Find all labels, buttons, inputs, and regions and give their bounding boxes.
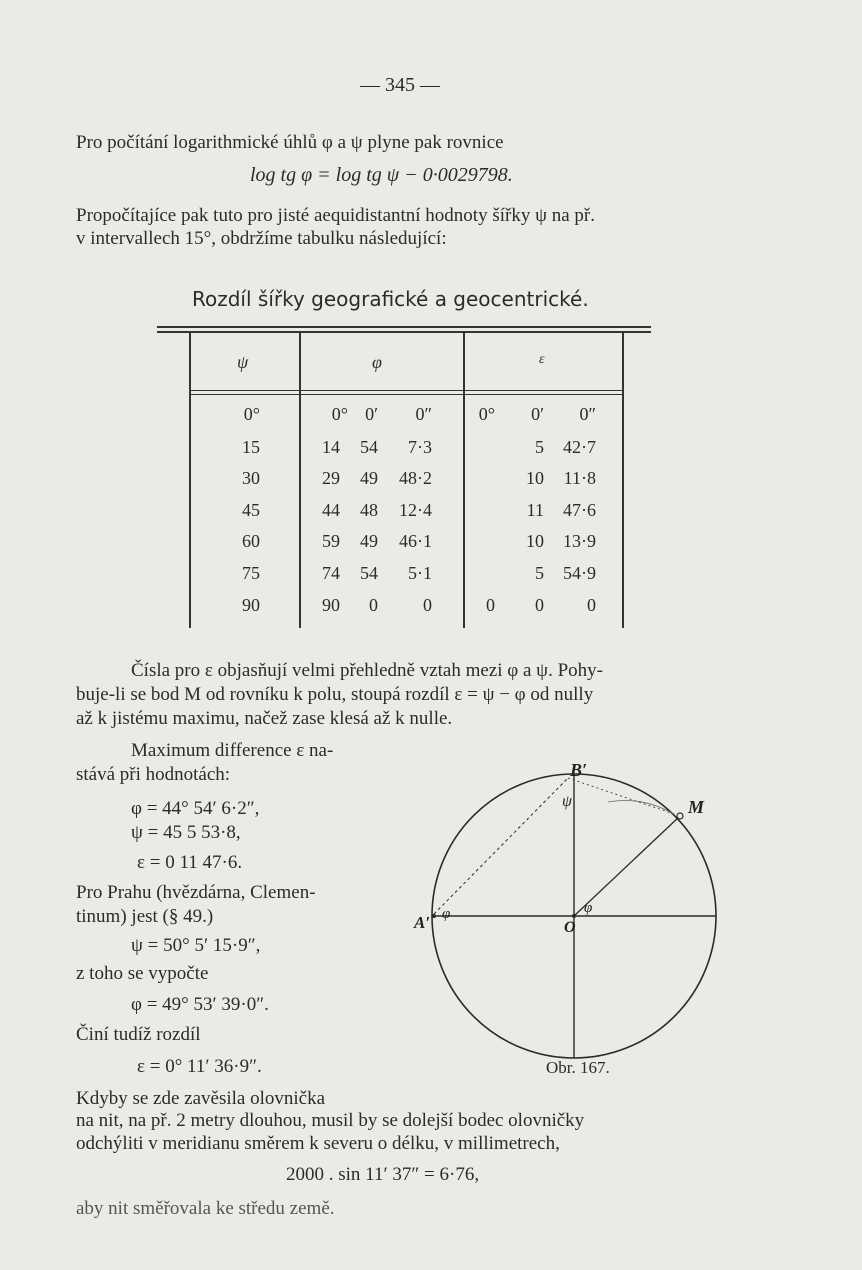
cell-eps-sec: 47·6 (563, 500, 596, 520)
label-phi-left: φ (442, 906, 451, 922)
label-phi-center: φ (584, 900, 593, 916)
cell-phi-min: 0 (369, 595, 378, 615)
cell-psi: 15 (242, 437, 260, 457)
label-a: A′ (414, 913, 431, 932)
cell-eps-sec: 11·8 (563, 468, 596, 488)
table-divider-1 (299, 333, 301, 628)
page-number: — 345 — (360, 74, 440, 96)
cell-phi-deg: 29 (322, 468, 340, 488)
cell-eps-deg: 0° (478, 404, 495, 424)
table-divider-2 (463, 333, 465, 628)
closing-line-1: na nit, na př. 2 metry dlouhou, musil by se dolejší bodec olovničky (76, 1110, 585, 1131)
cell-phi-deg: 0° (331, 404, 348, 424)
table-left-border (189, 333, 191, 628)
plumb-line-1: Kdyby se zde zavěsila olovnička (76, 1088, 326, 1109)
point-m (677, 813, 683, 819)
cell-phi-min: 48 (360, 500, 378, 520)
cell-phi-min: 0′ (365, 404, 378, 424)
closing-line-3: aby nit směřovala ke středu země. (76, 1198, 335, 1219)
table-header-rule-2 (189, 394, 622, 395)
cell-phi-sec: 7·3 (408, 437, 432, 457)
table-top-rule-2 (157, 331, 651, 333)
equation-psi-prague: ψ = 50° 5′ 15·9″, (131, 935, 261, 956)
cell-phi-min: 49 (360, 531, 378, 551)
cell-phi-deg: 14 (322, 437, 340, 457)
closing-equation: 2000 . sin 11′ 37″ = 6·76, (286, 1164, 480, 1185)
cell-eps-sec: 54·9 (563, 563, 596, 583)
maximum-line-2: stává při hodnotách: (76, 764, 231, 785)
para1-line-2: buje-li se bod M od rovníku k polu, stoupá rozdíl ε = ψ − φ od nully (76, 684, 594, 705)
table-header-phi: φ (372, 352, 382, 372)
cell-phi-deg: 59 (322, 531, 340, 551)
point-o (572, 914, 576, 918)
cell-phi-min: 54 (360, 437, 378, 457)
table-top-rule (157, 326, 651, 328)
cell-eps-sec: 0 (587, 595, 596, 615)
table-header-eps: ε (539, 352, 545, 367)
cell-phi-deg: 44 (322, 500, 340, 520)
cell-psi: 75 (242, 563, 260, 583)
figure-167 (412, 756, 742, 1076)
equation-phi-prague: φ = 49° 53′ 39·0″. (131, 994, 269, 1015)
equation-phi-max: φ = 44° 54′ 6·2″, (131, 798, 260, 819)
cell-phi-min: 49 (360, 468, 378, 488)
cell-psi: 30 (242, 468, 260, 488)
cell-phi-min: 54 (360, 563, 378, 583)
table-header-psi: ψ (237, 352, 249, 372)
cell-eps-min: 5 (535, 563, 544, 583)
intro-line-1: Pro počítání logarithmické úhlů φ a ψ plyne pak rovnice (76, 132, 504, 153)
closing-line-2: odchýliti v meridianu směrem k severu o délku, v millimetrech, (76, 1133, 560, 1154)
cell-psi: 60 (242, 531, 260, 551)
difference-line: Činí tudíž rozdíl (76, 1024, 201, 1045)
cell-phi-deg: 74 (322, 563, 340, 583)
cell-psi: 0° (243, 404, 260, 424)
cell-eps-sec: 0″ (579, 404, 596, 424)
cell-eps-sec: 42·7 (563, 437, 596, 457)
intro-equation: log tg φ = log tg ψ − 0·0029798. (250, 164, 513, 186)
dashed-line-a-to-b (434, 778, 568, 914)
label-psi-top: ψ (562, 793, 572, 810)
cell-eps-min: 0 (535, 595, 544, 615)
cell-psi: 90 (242, 595, 260, 615)
table-title: Rozdíl šířky geografické a geocentrické. (192, 287, 589, 311)
figure-caption: Obr. 167. (546, 1058, 610, 1077)
cell-phi-sec: 5·1 (408, 563, 432, 583)
cell-eps-min: 11 (526, 500, 544, 520)
prague-line-1: Pro Prahu (hvězdárna, Clemen- (76, 882, 316, 903)
para1-line-3: až k jistému maximu, načež zase klesá až k nulle. (76, 708, 453, 729)
compute-line: z toho se vypočte (76, 963, 209, 984)
cell-eps-min: 5 (535, 437, 544, 457)
intro-line-3: v intervallech 15°, obdržíme tabulku následující: (76, 228, 447, 249)
cell-psi: 45 (242, 500, 260, 520)
cell-eps-min: 10 (526, 531, 544, 551)
para1-line-1: Čísla pro ε objasňují velmi přehledně vztah mezi φ a ψ. Pohy- (131, 660, 603, 681)
equation-eps-prague: ε = 0° 11′ 36·9″. (137, 1056, 262, 1077)
table-right-border (622, 333, 624, 628)
cell-eps-min: 0′ (531, 404, 544, 424)
cell-eps-min: 10 (526, 468, 544, 488)
equation-eps-max: ε = 0 11 47·6. (137, 852, 243, 873)
cell-phi-sec: 48·2 (399, 468, 432, 488)
equation-psi-max: ψ = 45 5 53·8, (131, 822, 241, 843)
cell-phi-deg: 90 (322, 595, 340, 615)
label-m: M (688, 797, 705, 817)
prague-line-2: tinum) jest (§ 49.) (76, 906, 214, 927)
point-a (432, 914, 436, 918)
cell-eps-sec: 13·9 (563, 531, 596, 551)
table-header-rule (189, 390, 622, 391)
cell-eps-deg: 0 (486, 595, 495, 615)
cell-phi-sec: 46·1 (399, 531, 432, 551)
maximum-line-1: Maximum difference ε na- (131, 740, 334, 761)
cell-phi-sec: 0 (423, 595, 432, 615)
intro-line-2: Propočítajíce pak tuto pro jisté aequidistantní hodnoty šířky ψ na př. (76, 205, 595, 226)
cell-phi-sec: 12·4 (399, 500, 432, 520)
label-b: B′ (570, 760, 588, 780)
label-o: O (564, 919, 576, 936)
cell-phi-sec: 0″ (415, 404, 432, 424)
